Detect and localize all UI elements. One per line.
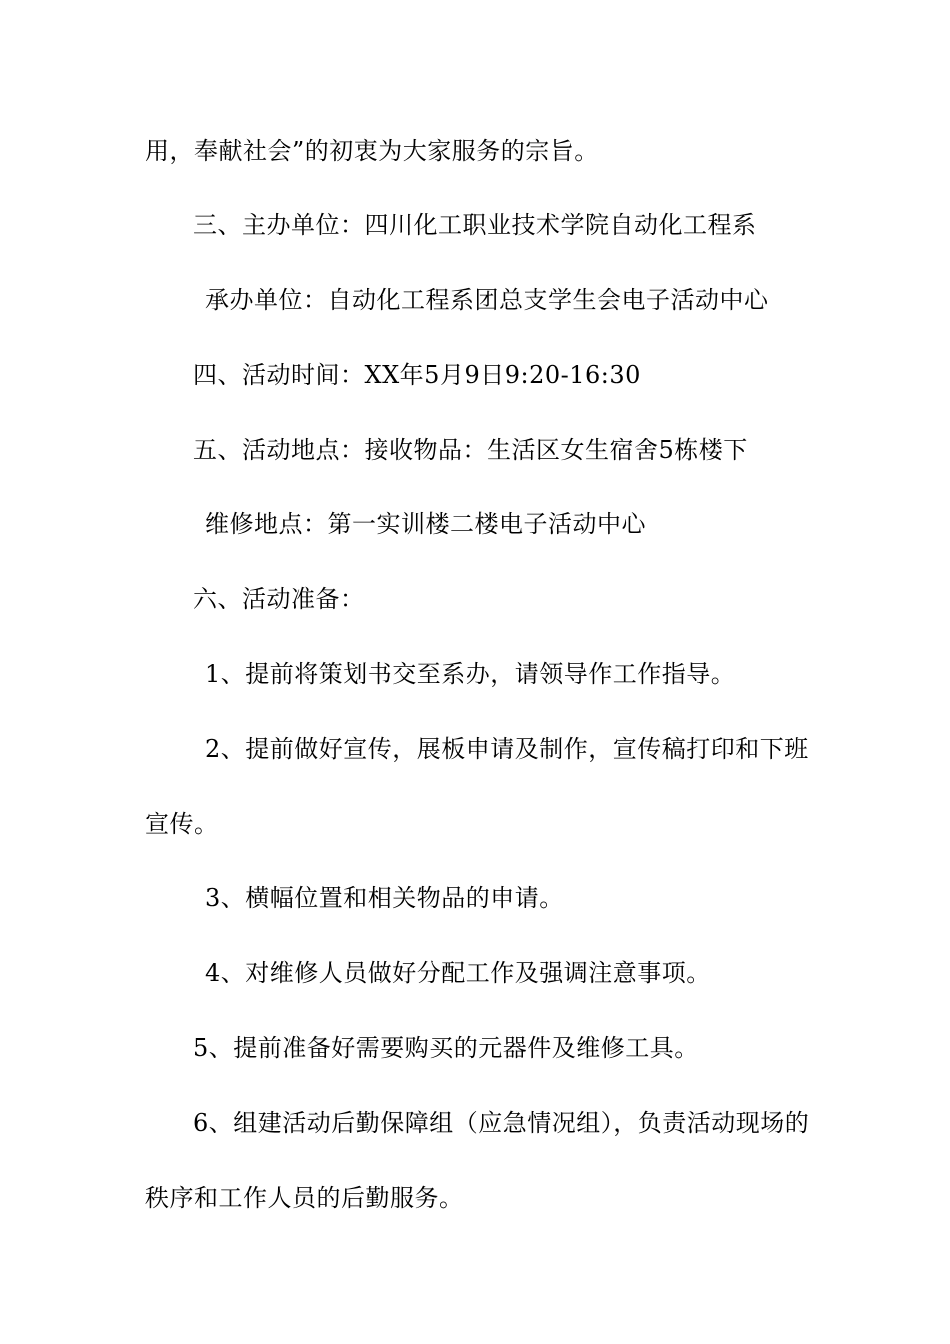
- list-item: 4、对维修人员做好分配工作及强调注意事项。: [205, 959, 711, 987]
- list-item: 1、提前将策划书交至系办，请领导作工作指导。: [205, 660, 736, 688]
- paragraph-line: 五、活动地点：接收物品：生活区女生宿舍5栋楼下: [193, 436, 748, 464]
- section-heading: 六、活动准备：: [193, 585, 365, 613]
- list-item-continuation: 秩序和工作人员的后勤服务。: [145, 1184, 464, 1212]
- list-item: 6、组建活动后勤保障组（应急情况组），负责活动现场的: [193, 1109, 810, 1137]
- list-item-continuation: 宣传。: [145, 810, 219, 838]
- list-item: 5、提前准备好需要购买的元器件及维修工具。: [193, 1034, 699, 1062]
- paragraph-line: 承办单位：自动化工程系团总支学生会电子活动中心: [205, 286, 769, 314]
- paragraph-line: 四、活动时间：XX年5月9日9:20-16:30: [193, 361, 641, 389]
- paragraph-line: 三、主办单位：四川化工职业技术学院自动化工程系: [193, 211, 757, 239]
- list-item: 3、横幅位置和相关物品的申请。: [205, 884, 564, 912]
- paragraph-line: 用，奉献社会”的初衷为大家服务的宗旨。: [145, 137, 599, 165]
- list-item: 2、提前做好宣传，展板申请及制作，宣传稿打印和下班: [205, 735, 809, 763]
- paragraph-line: 维修地点：第一实训楼二楼电子活动中心: [205, 510, 646, 538]
